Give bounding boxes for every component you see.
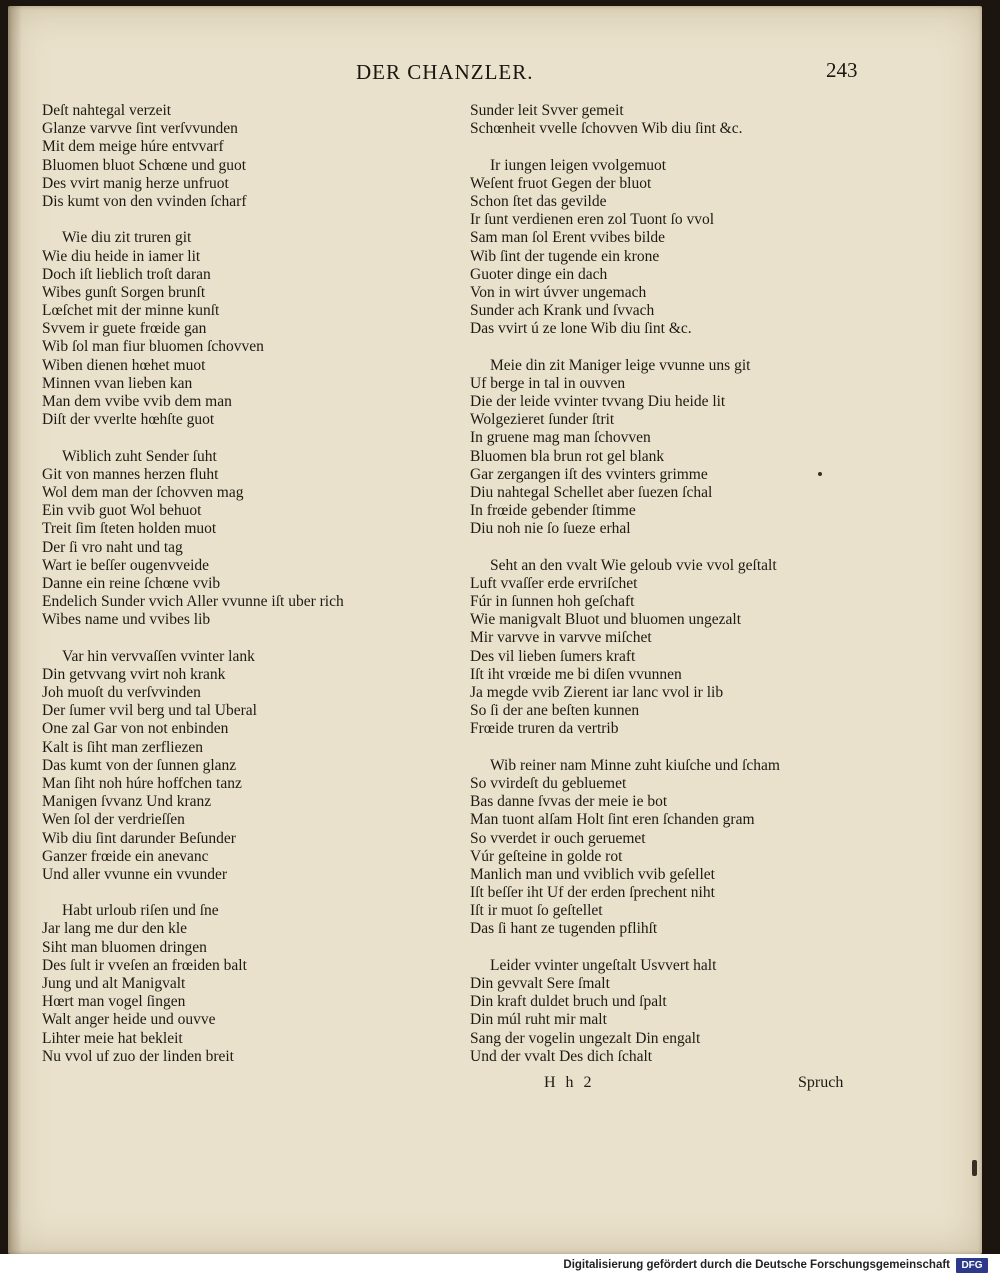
verse-line: Bas danne ſvvas der meie ie bot: [470, 793, 668, 811]
stanza: [470, 157, 940, 339]
verse-line: Gar zergangen iſt des vvinters grimme: [470, 465, 708, 483]
verse-line: Siht man bluomen dringen: [42, 938, 207, 956]
verse-line: Manigen ſvvanz Und kranz: [42, 793, 212, 811]
verse-line: Diſt der vverlte hœhſte guot: [42, 411, 215, 429]
verse-line: Meie din zit Maniger leige vvunne uns git: [490, 356, 751, 374]
verse-line: Din múl ruht mir malt: [470, 1011, 607, 1029]
verse-line: In frœide gebender ſtimme: [470, 502, 636, 520]
verse-line: Wie diu heide in iamer lit: [42, 247, 201, 265]
verse-line: Luft vvaſſer erde ervriſchet: [470, 574, 638, 592]
verse-line: Der ſi vro naht und tag: [42, 538, 183, 556]
left-text-column: [42, 102, 462, 1066]
book-page: [8, 6, 982, 1254]
verse-line: Ja megde vvib Zierent iar lanc vvol ir lib: [470, 684, 724, 701]
printer-signature: H h 2: [544, 1074, 595, 1091]
verse-line: Uf berge in tal in ouvven: [470, 374, 626, 392]
verse-line: Weſent fruot Gegen der bluot: [470, 174, 652, 192]
catchword: Spruch: [798, 1074, 844, 1091]
verse-line: Din gevvalt Sere ſmalt: [470, 975, 610, 992]
page-header: [8, 56, 982, 96]
verse-line: Ein vvib guot Wol behuot: [42, 502, 202, 520]
verse-line: Treit ſim ſteten holden muot: [42, 520, 217, 538]
verse-line: In gruene mag man ſchovven: [470, 429, 651, 447]
verse-line: Wiblich zuht Sender ſuht: [62, 447, 217, 465]
running-title: DER CHANZLER.: [356, 60, 534, 84]
verse-line: Wiben dienen hœhet muot: [42, 356, 206, 374]
verse-line: Jung und alt Manigvalt: [42, 975, 186, 992]
stanza: [42, 902, 462, 1066]
verse-line: Danne ein reine ſchœne vvib: [42, 574, 221, 592]
verse-line: So ſi der ane beſten kunnen: [470, 702, 640, 720]
verse-line: Wib reiner nam Minne zuht kiuſche und ſcham: [490, 756, 780, 774]
verse-line: Schœnheit vvelle ſchovven Wib diu ſint &c.: [470, 120, 743, 138]
verse-line: Iſt iht vrœide me bi diſen vvunnen: [470, 665, 682, 683]
page-number: 243: [826, 58, 858, 82]
verse-line: Wolgezieret ſunder ſtrit: [470, 411, 615, 429]
footer-bar: [0, 1254, 1000, 1278]
verse-line: Man tuont alſam Holt ſint eren ſchanden gram: [470, 811, 755, 829]
verse-line: Jar lang me dur den kle: [42, 920, 188, 938]
verse-line: Des vvirt manig herze unfruot: [42, 174, 229, 192]
stanza: [470, 357, 940, 539]
verse-line: Wib ſol man fiur bluomen ſchovven: [42, 338, 264, 356]
page-edge-mark: [972, 1160, 977, 1176]
verse-line: Deſt nahtegal verzeit: [42, 102, 172, 119]
verse-line: Wart ie beſſer ougenvveide: [42, 556, 210, 574]
stanza: [42, 448, 462, 630]
verse-line: Habt urloub riſen und ſne: [62, 902, 219, 920]
verse-line: Sunder leit Svver gemeit: [470, 102, 624, 119]
verse-line: Leider vvinter ungeſtalt Usvvert halt: [490, 956, 717, 974]
verse-line: Minnen vvan lieben kan: [42, 374, 193, 392]
stanza: [470, 957, 940, 1066]
verse-line: Svvem ir guete frœide gan: [42, 320, 207, 338]
verse-line: Doch iſt lieblich troſt daran: [42, 265, 211, 283]
verse-line: One zal Gar von not enbinden: [42, 720, 229, 738]
verse-line: Endelich Sunder vvich Aller vvunne iſt uber rich: [42, 593, 344, 611]
verse-line: So vvirdeſt du gebluemet: [470, 774, 627, 792]
dfg-logo: DFG: [956, 1258, 988, 1273]
verse-line: Din getvvang vvirt noh krank: [42, 665, 226, 683]
stanza: [470, 757, 940, 939]
verse-line: Joh muoſt du verſvvinden: [42, 684, 201, 701]
verse-line: Von in wirt úvver ungemach: [470, 283, 647, 301]
verse-line: Des vil lieben ſumers kraft: [470, 647, 636, 665]
verse-line: Lœſchet mit der minne kunſt: [42, 302, 220, 320]
verse-line: Diu noh nie ſo ſueze erhal: [470, 520, 631, 538]
verse-line: Vúr geſteine in golde rot: [470, 847, 623, 865]
verse-line: Ir iungen leigen vvolgemuot: [490, 156, 667, 174]
verse-line: Manlich man und vviblich vvib geſellet: [470, 865, 715, 883]
stanza: [42, 648, 462, 884]
verse-line: So vverdet ir ouch geruemet: [470, 829, 646, 847]
verse-line: Sang der vogelin ungezalt Din engalt: [470, 1029, 701, 1047]
verse-line: Mit dem meige húre entvvarf: [42, 138, 224, 156]
verse-line: Wie manigvalt Bluot und bluomen ungezalt: [470, 611, 742, 629]
verse-line: Guoter dinge ein dach: [470, 265, 608, 283]
verse-line: Wibes gunſt Sorgen brunſt: [42, 283, 206, 301]
verse-line: Lihter meie hat bekleit: [42, 1029, 183, 1047]
verse-line: Walt anger heide und ouvve: [42, 1011, 216, 1029]
verse-line: Var hin vervvaſſen vvinter lank: [62, 647, 255, 665]
verse-line: Diu nahtegal Schellet aber ſuezen ſchal: [470, 483, 713, 501]
verse-line: Git von mannes herzen fluht: [42, 465, 219, 483]
verse-line: Seht an den vvalt Wie geloub vvie vvol geſtalt: [490, 556, 777, 574]
verse-line: Dis kumt von den vvinden ſcharf: [42, 192, 247, 210]
verse-line: Wol dem man der ſchovven mag: [42, 483, 244, 501]
verse-line: Wib diu ſint darunder Beſunder: [42, 829, 236, 847]
verse-line: Hœrt man vogel ſingen: [42, 993, 186, 1011]
verse-line: Sam man ſol Erent vvibes bilde: [470, 229, 666, 247]
verse-line: Das vvirt ú ze lone Wib diu ſint &c.: [470, 320, 692, 338]
verse-line: Das kumt von der ſunnen glanz: [42, 756, 237, 774]
verse-line: Man ſiht noh húre hoffchen tanz: [42, 774, 242, 792]
verse-line: Wie diu zit truren git: [62, 229, 192, 247]
verse-line: Ganzer frœide ein anevanc: [42, 847, 209, 865]
verse-line: Die der leide vvinter tvvang Diu heide lit: [470, 393, 726, 410]
verse-line: Bluomen bluot Schœne und guot: [42, 156, 247, 174]
verse-line: Des ſult ir vveſen an frœiden balt: [42, 956, 247, 974]
stanza: [470, 557, 940, 739]
verse-line: Iſt ir muot ſo geſtellet: [470, 902, 603, 920]
verse-line: Und aller vvunne ein vvunder: [42, 865, 228, 883]
verse-line: Ir ſunt verdienen eren zol Tuont ſo vvol: [470, 211, 715, 229]
verse-line: Man dem vvibe vvib dem man: [42, 393, 232, 410]
verse-line: Bluomen bla brun rot gel blank: [470, 447, 665, 465]
stanza: [42, 229, 462, 429]
verse-line: Mir varvve in varvve miſchet: [470, 629, 652, 647]
verse-line: Iſt beſſer iht Uf der erden ſprechent niht: [470, 884, 715, 902]
verse-line: Fúr in ſunnen hoh geſchaft: [470, 593, 635, 611]
verse-line: Nu vvol uf zuo der linden breit: [42, 1047, 234, 1065]
verse-line: Din kraft duldet bruch und ſpalt: [470, 993, 667, 1011]
verse-line: Schon ſtet das gevilde: [470, 192, 607, 210]
verse-line: Der ſumer vvil berg und tal Uberal: [42, 702, 257, 720]
verse-line: Und der vvalt Des dich ſchalt: [470, 1047, 653, 1065]
verse-line: Frœide truren da vertrib: [470, 720, 619, 738]
verse-line: Das ſi hant ze tugenden pflihſt: [470, 920, 658, 938]
verse-line: Wib ſint der tugende ein krone: [470, 247, 660, 265]
verse-line: Wibes name und vvibes lib: [42, 611, 211, 629]
right-text-column: [470, 102, 940, 1066]
ink-spot: [818, 472, 822, 476]
verse-line: Kalt is ſiht man zerfliezen: [42, 738, 203, 756]
verse-line: Glanze varvve ſint verſvvunden: [42, 120, 238, 138]
stanza: [470, 102, 940, 138]
verse-line: Wen ſol der verdrieſſen: [42, 811, 185, 829]
stanza: [42, 102, 462, 211]
verse-line: Sunder ach Krank und ſvvach: [470, 302, 655, 320]
funding-notice: Digitalisierung gefördert durch die Deutsche Forschungsgemeinschaft: [563, 1259, 950, 1271]
